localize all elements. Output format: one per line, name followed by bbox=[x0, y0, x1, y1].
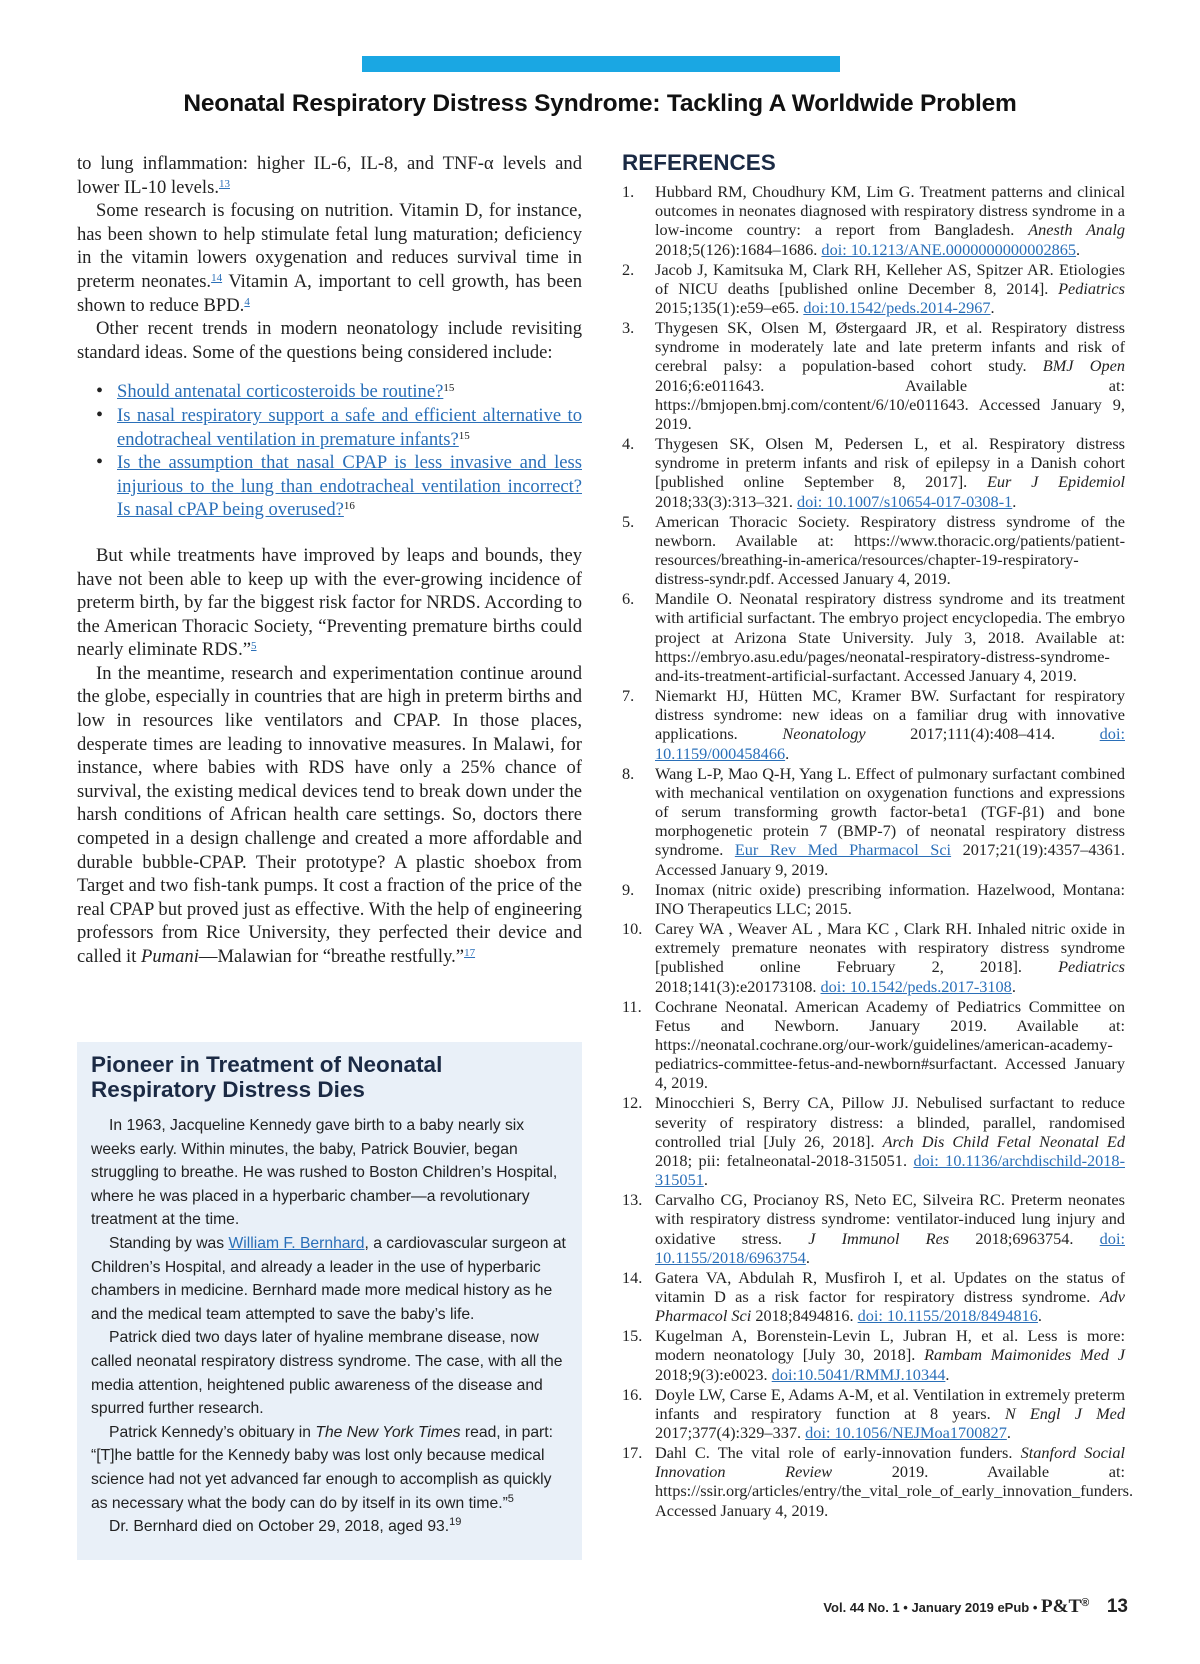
reference-doi-link[interactable]: doi: 10.1136/archdischild-2018-315051 bbox=[655, 1150, 1125, 1190]
reference-journal: Stanford Social Innovation Review bbox=[655, 1442, 1125, 1482]
main-column bbox=[77, 152, 582, 969]
reference-text: Jacob J, Kamitsuka M, Clark RH, Kelleher AS, Spitzer AR. Etiologies of NICU deaths [published online December 8, 2014]. bbox=[655, 259, 1125, 298]
citation[interactable]: 17 bbox=[464, 947, 476, 959]
reference-doi-link[interactable]: doi: 10.1155/2018/6963754 bbox=[655, 1228, 1125, 1267]
reference-list bbox=[622, 182, 1134, 1520]
reference-end: . bbox=[785, 743, 790, 763]
question-link[interactable]: Should antenatal corticosteroids be routine? bbox=[117, 381, 444, 403]
reference-doi-link[interactable]: doi:10.5041/RMMJ.10344 bbox=[771, 1364, 946, 1384]
reference-number: 11. bbox=[622, 996, 642, 1016]
reference-number: 4. bbox=[622, 434, 635, 454]
reference-journal: J Immunol Res bbox=[808, 1228, 950, 1248]
reference-end: . bbox=[1076, 239, 1081, 259]
reference-end: . bbox=[703, 1170, 708, 1190]
citation[interactable]: 5 bbox=[251, 640, 257, 653]
reference-item bbox=[622, 1385, 1125, 1443]
reference-item bbox=[622, 997, 1125, 1093]
paragraph: Dr. Bernhard died on October 29, 2018, aged 93.19 bbox=[109, 1516, 462, 1536]
reference-doi-link[interactable]: doi: 10.1159/000458466 bbox=[655, 724, 1125, 763]
reference-number: 17. bbox=[622, 1442, 643, 1462]
reference-end: . bbox=[1011, 976, 1016, 996]
reference-text: Kugelman A, Borenstein-Levin L, Jubran H, et al. Less is more: modern neonatology [July 30, 2018]. bbox=[655, 1326, 1125, 1365]
sidebar-box bbox=[77, 1042, 582, 1560]
reference-number: 6. bbox=[622, 589, 635, 609]
reference-text: Mandile O. Neonatal respiratory distress syndrome and its treatment with artificial surfactant. The embryo project encyclopedia. The embryo project at Arizona State University. July 3, 2018. Available at: https://embryo.asu.edu/pages/neonatal-respiratory-distress-syndrome-and-its-treatment-artificial-surfactant. Accessed January 4, 2019. bbox=[655, 589, 1125, 686]
paragraph: But while treatments have improved by leaps and bounds, they have not been able to keep up with the ever-growing incidence of preterm birth, by far the biggest risk factor for NRDS. According to the American Thoracic Society, “Preventing premature births could nearly eliminate RDS.”$^5$ bbox=[77, 544, 582, 661]
page-number: 13 bbox=[1106, 1596, 1128, 1617]
list-item: • Is nasal respiratory support a safe and efficient alternative to endotracheal ventilation in premature infants?$^{15}$ bbox=[77, 404, 582, 451]
reference-details: 2018; pii: fetalneonatal-2018-315051. bbox=[655, 1150, 914, 1170]
reference-text: Dahl C. The vital role of early-innovation funders. bbox=[655, 1442, 1021, 1462]
paragraph: In 1963, Jacqueline Kennedy gave birth to a baby nearly six weeks early. Within minutes, the baby, Patrick Bouvier, began struggling to breathe. He was rushed to Boston Children’s Hospital, where he was placed in a hyperbaric chamber—a revolutionary treatment at the time. bbox=[91, 1117, 558, 1229]
question-list bbox=[77, 380, 582, 522]
reference-doi-link[interactable]: doi: 10.1007/s10654-017-0308-1 bbox=[797, 491, 1013, 511]
reference-details: 2017;377(4):329–337. bbox=[655, 1422, 806, 1442]
reference-text: American Thoracic Society. Respiratory distress syndrome of the newborn. Available at: https://www.thoracic.org/patients/patient-resources/breathing-in-america/resources/chapter-19-respiratory-distress-syndr.pdf. Accessed January 4, 2019. bbox=[655, 511, 1125, 589]
reference-journal: Anesth Analg bbox=[1028, 220, 1125, 240]
reference-number: 2. bbox=[622, 259, 635, 279]
reference-end: . bbox=[1012, 491, 1017, 511]
reference-end: . bbox=[945, 1364, 950, 1384]
reference-doi-link[interactable]: doi: 10.1542/peds.2017-3108 bbox=[820, 976, 1012, 996]
reference-details: 2018;5(126):1684–1686. bbox=[655, 239, 822, 259]
reference-item bbox=[622, 260, 1125, 318]
journal-logo: P&T bbox=[1041, 1596, 1082, 1617]
issue-info: Vol. 44 No. 1 • January 2019 ePub • bbox=[823, 1600, 1038, 1615]
paragraph: Some research is focusing on nutrition. Vitamin D, for instance, has been shown to help stimulate fetal lung maturation; deficiency in the vitamin lowers oxygenation and reduces survival time in preterm neonates.$^{14}$ Vitamin A, important to cell growth, has been shown to reduce BPD.$^4$ bbox=[77, 200, 582, 316]
reference-item bbox=[622, 764, 1125, 879]
reference-journal: Rambam Maimonides Med J bbox=[924, 1345, 1125, 1365]
page-title: Neonatal Respiratory Distress Syndrome: Tackling A Worldwide Problem bbox=[183, 90, 1017, 117]
reference-details: 2018;9(3):e0023. bbox=[655, 1364, 772, 1384]
reference-details: 2018;6963754. bbox=[949, 1228, 1100, 1248]
reference-doi-link[interactable]: doi: 10.1155/2018/8494816 bbox=[857, 1306, 1038, 1326]
citation[interactable]: 4 bbox=[244, 295, 250, 308]
reference-text: Thygesen SK, Olsen M, Østergaard JR, et al. Respiratory distress syndrome in moderately late and late preterm infants and risk of cerebral palsy: a population-based cohort study. bbox=[655, 318, 1125, 376]
reference-number: 16. bbox=[622, 1384, 643, 1404]
reference-number: 1. bbox=[622, 182, 635, 201]
reference-text: Niemarkt HJ, Hütten MC, Kramer BW. Surfactant for respiratory distress syndrome: new ideas on a familiar drug with innovative applications. bbox=[655, 686, 1125, 744]
sidebar-body bbox=[91, 1114, 572, 1539]
reference-number: 13. bbox=[622, 1190, 643, 1210]
list-item: • Should antenatal corticosteroids be routine?$^{15}$ bbox=[77, 380, 582, 404]
reference-details: 2019. Available at: https://ssir.org/articles/entry/the_vital_role_of_early_innovation_funders. Accessed January 4, 2019. bbox=[655, 1462, 1134, 1520]
reference-number: 7. bbox=[622, 686, 635, 706]
paragraph: Patrick Kennedy’s obituary in The New York Times read, in part: “[T]he battle for the Kennedy baby was lost only because medical science had not yet advanced far enough to accomplish as quickly as necessary what the body can do by itself in its own time.”$^5$ bbox=[91, 1423, 553, 1512]
reference-journal: Neonatology bbox=[782, 724, 866, 744]
reference-text: Carvalho CG, Procianoy RS, Neto EC, Silveira RC. Preterm neonates with respiratory distress syndrome: ventilator-induced lung injury and oxidative stress. bbox=[655, 1190, 1125, 1248]
reference-number: 15. bbox=[622, 1326, 643, 1346]
reference-text: Carey WA , Weaver AL , Mara KC , Clark RH. Inhaled nitric oxide in extremely premature neonates with respiratory distress syndrome [published online February 2, 2018]. bbox=[655, 918, 1125, 977]
reference-doi-link[interactable]: doi: 10.1213/ANE.0000000000002865 bbox=[821, 239, 1077, 259]
reference-journal: Adv Pharmacol Sci bbox=[655, 1286, 1125, 1326]
reference-number: 9. bbox=[622, 879, 635, 899]
reference-text: Gatera VA, Abdulah R, Musfiroh I, et al. Updates on the status of vitamin D as a risk factor for respiratory distress syndrome. bbox=[655, 1267, 1125, 1306]
header-accent-bar bbox=[362, 56, 840, 72]
reference-text: Wang L-P, Mao Q-H, Yang L. Effect of pulmonary surfactant combined with mechanical ventilation on oxygenation functions and expressions of serum transforming growth factor-beta1 (TGF-β1) and bone morphogenetic protein 7 (BMP-7) of neonatal respiratory distress syndrome. bbox=[655, 763, 1125, 860]
reference-end: . bbox=[1006, 1422, 1011, 1442]
question-link[interactable]: Is nasal respiratory support a safe and efficient alternative to endotracheal ventilation in premature infants? bbox=[117, 404, 582, 450]
reference-number: 10. bbox=[622, 918, 643, 938]
reference-text: Thygesen SK, Olsen M, Pedersen L, et al. Respiratory distress syndrome in preterm infants and risk of epilepsy in a Danish cohort [published online September 8, 2017]. bbox=[655, 434, 1125, 492]
reference-item bbox=[622, 1268, 1125, 1326]
reference-item bbox=[622, 1442, 1134, 1520]
reference-number: 3. bbox=[622, 318, 635, 338]
reference-end: . bbox=[1037, 1306, 1042, 1326]
question-link[interactable]: Is the assumption that nasal CPAP is less invasive and less injurious to the lung than endotracheal ventilation incorrect? Is nasal cPAP being overused? bbox=[117, 452, 582, 521]
reference-details: 2018;141(3):e20173108. bbox=[655, 976, 821, 996]
reference-details: 2016;6:e011643. Available at: https://bmjopen.bmj.com/content/6/10/e011643. Accessed January 9, 2019. bbox=[655, 375, 1125, 434]
citation[interactable]: 14 bbox=[211, 271, 223, 284]
reference-details: 2018;33(3):313–321. bbox=[655, 491, 797, 511]
reference-journal: BMJ Open bbox=[1042, 356, 1125, 376]
bernhard-link[interactable]: William F. Bernhard bbox=[228, 1234, 365, 1252]
reference-doi-link[interactable]: Eur Rev Med Pharmacol Sci bbox=[734, 840, 952, 860]
reference-text: Minocchieri S, Berry CA, Pillow JJ. Nebulised surfactant to reduce severity of respiratory distress: a blinded, parallel, randomised controlled trial [July 26, 2018]. bbox=[655, 1093, 1125, 1151]
page-footer: Vol. 44 No. 1 • January 2019 ePub • P&T® 13 bbox=[823, 1596, 1128, 1617]
reference-text: Inomax (nitric oxide) prescribing information. Hazelwood, Montana: INO Therapeutics LLC; 2015. bbox=[655, 879, 1125, 918]
references-heading: REFERENCES bbox=[622, 150, 776, 175]
list-item: • Is the assumption that nasal CPAP is less invasive and less injurious to the lung than endotracheal ventilation incorrect? Is nasal cPAP being overused?$^{16}$ bbox=[77, 451, 582, 522]
paragraph: Patrick died two days later of hyaline membrane disease, now called neonatal respiratory distress syndrome. The case, with all the media attention, heightened public awareness of the disease and spurred further research. bbox=[91, 1329, 563, 1418]
reference-number: 8. bbox=[622, 763, 635, 783]
paragraph: Other recent trends in modern neonatology include revisiting standard ideas. Some of the questions being considered include: bbox=[77, 318, 582, 363]
reference-doi-link[interactable]: doi:10.1542/peds.2014-2967 bbox=[803, 298, 991, 318]
reference-details: 2017;111(4):408–414. bbox=[865, 724, 1100, 744]
references-section bbox=[622, 150, 1134, 1521]
reference-journal: Pediatrics bbox=[1058, 957, 1125, 977]
reference-text: Cochrane Neonatal. American Academy of Pediatrics Committee on Fetus and Newborn. January 2019. Available at: https://neonatal.cochrane.org/our-work/guidelines/american-academy-pediatrics-committee-fetus-and-newborn#surfactant. Accessed January 4, 2019. bbox=[655, 996, 1125, 1093]
reference-end: 2017;21(19):4357–4361. Accessed January 9, 2019. bbox=[655, 840, 1126, 879]
reference-item bbox=[622, 1093, 1125, 1189]
reference-doi-link[interactable]: doi: 10.1056/NEJMoa1700827 bbox=[805, 1422, 1007, 1442]
reference-item bbox=[622, 880, 1125, 918]
reference-journal: Arch Dis Child Fetal Neonatal Ed bbox=[882, 1131, 1126, 1151]
reference-item bbox=[622, 434, 1125, 511]
reference-item bbox=[622, 1190, 1125, 1267]
reference-item bbox=[622, 182, 1125, 259]
reference-item bbox=[622, 686, 1125, 763]
reference-item bbox=[622, 318, 1125, 433]
reference-item bbox=[622, 589, 1125, 685]
reference-details: 2015;135(1):e59–e65. bbox=[655, 298, 804, 318]
reference-item bbox=[622, 919, 1125, 996]
reference-end: . bbox=[805, 1247, 810, 1267]
reference-item bbox=[622, 1326, 1125, 1384]
sidebar-title: Pioneer in Treatment of Neonatal Respiratory Distress Dies bbox=[91, 1052, 443, 1102]
reference-text: Hubbard RM, Choudhury KM, Lim G. Treatment patterns and clinical outcomes in neonates diagnosed with respiratory distress syndrome in a low-income country: a report from Bangladesh. bbox=[655, 182, 1125, 240]
reference-number: 14. bbox=[622, 1267, 643, 1287]
reference-number: 12. bbox=[622, 1093, 643, 1113]
reference-journal: Eur J Epidemiol bbox=[986, 472, 1125, 492]
paragraph: Standing by was William F. Bernhard, a cardiovascular surgeon at Children’s Hospital, and already a leader in the use of hyperbaric chambers in medicine. Bernhard made more medical history as he and the medical team attempted to save the baby’s life. bbox=[91, 1234, 566, 1323]
reference-number: 5. bbox=[622, 511, 635, 531]
paragraph: In the meantime, research and experimentation continue around the globe, especially in countries that are high in preterm births and low in resources like ventilators and CPAP. In those places, desperate times are leading to innovative measures. In Malawi, for instance, where babies with RDS have only a 25% chance of survival, the existing medical devices tend to break down under the harsh conditions of African health care settings. So, doctors there competed in a design challenge and created a more affordable and durable bubble-CPAP. Their prototype? A plastic shoebox from Target and two fish-tank pumps. It cost a fraction of the price of the real CPAP but proved just as effective. With the help of engineering professors from Rice University, they perfected their device and called it Pumani—Malawian for “breathe restfully.”$^{17}$ bbox=[77, 662, 582, 967]
reference-journal: N Engl J Med bbox=[1004, 1403, 1126, 1423]
paragraph: to lung inflammation: higher IL-6, IL-8, and TNF-α levels and lower IL-10 levels.$^{13}$ bbox=[77, 153, 582, 198]
reference-details: 2018;8494816. bbox=[751, 1306, 858, 1326]
reference-item bbox=[622, 512, 1125, 589]
citation[interactable]: 13 bbox=[219, 177, 230, 190]
reference-end: . bbox=[990, 298, 995, 318]
reference-text: Doyle LW, Carse E, Adams A-M, et al. Ventilation in extremely preterm infants and respiratory function at 8 years. bbox=[655, 1384, 1125, 1423]
reference-journal: Pediatrics bbox=[1058, 278, 1125, 298]
